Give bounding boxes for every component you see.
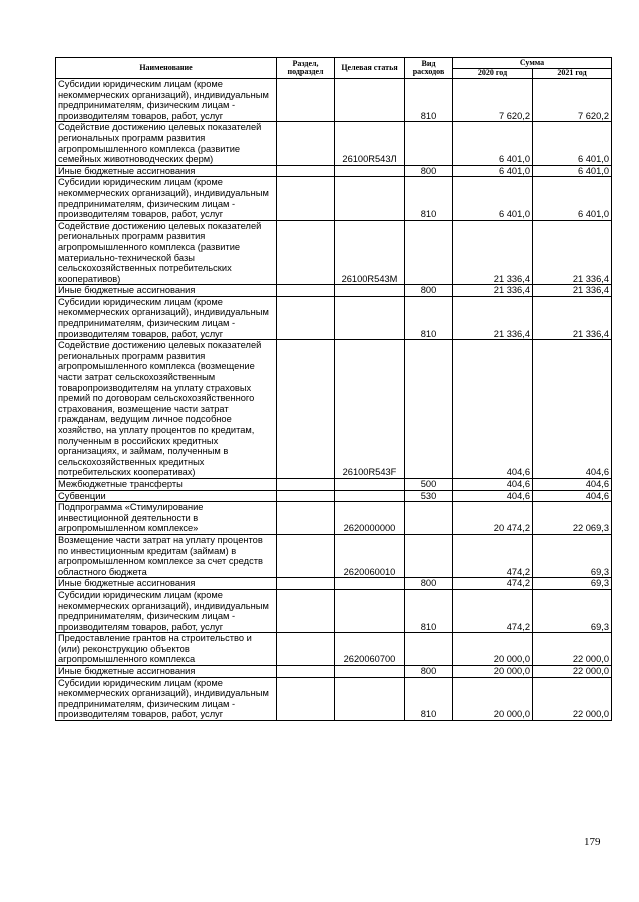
cell-type: 530 (405, 490, 453, 502)
cell-name: Содействие достижению целевых показателей региональных программ развития агропромышленного комплекса (возмещение части затрат сельскохозяйственным товаропроизводителям на уплату страховых премий по договорам сельскохозяйственного страхования, возмещение части затрат гражданам, ведущим личное подсобное хозяйство, на уплату процентов по кредитам, полученным в российских кредитных организациях, и займам, полученным в сельскохозяйственных кредитных потребительских кооперативах) (56, 340, 277, 479)
cell-type (405, 340, 453, 479)
cell-section (277, 633, 335, 666)
cell-target: 2620000000 (335, 502, 405, 535)
cell-type: 800 (405, 165, 453, 177)
cell-type (405, 122, 453, 165)
cell-section (277, 578, 335, 590)
cell-type: 800 (405, 285, 453, 297)
cell-target (335, 79, 405, 122)
table-row (56, 340, 612, 479)
cell-type: 810 (405, 589, 453, 632)
cell-type: 500 (405, 478, 453, 490)
table-body (56, 79, 612, 721)
cell-2021: 22 000,0 (533, 633, 612, 666)
table-row (56, 296, 612, 339)
header-name: Наименование (56, 58, 277, 79)
cell-2020: 21 336,4 (453, 285, 533, 297)
cell-2020: 20 000,0 (453, 633, 533, 666)
cell-target (335, 666, 405, 678)
table-row (56, 534, 612, 577)
cell-2020: 474,2 (453, 589, 533, 632)
table-row (56, 285, 612, 297)
cell-target: 2620060700 (335, 633, 405, 666)
cell-name: Предоставление грантов на строительство и (или) реконструкцию объектов агропромышленного комплекса (56, 633, 277, 666)
cell-type: 810 (405, 677, 453, 720)
cell-name: Субсидии юридическим лицам (кроме некоммерческих организаций), индивидуальным предпринимателям, физическим лицам - производителям товаров, работ, услуг (56, 677, 277, 720)
cell-2021: 22 069,3 (533, 502, 612, 535)
cell-type (405, 633, 453, 666)
cell-type: 800 (405, 578, 453, 590)
cell-type: 810 (405, 79, 453, 122)
cell-2020: 21 336,4 (453, 296, 533, 339)
cell-2020: 404,6 (453, 490, 533, 502)
cell-name: Содействие достижению целевых показателей региональных программ развития агропромышленного комплекса (развитие материально-технической базы сельскохозяйственных потребительских кооперативов) (56, 220, 277, 285)
header-year-2021: 2021 год (533, 69, 612, 79)
table-row (56, 677, 612, 720)
cell-2020: 6 401,0 (453, 177, 533, 220)
cell-name: Подпрограмма «Стимулирование инвестиционной деятельности в агропромышленном комплексе» (56, 502, 277, 535)
cell-2021: 404,6 (533, 340, 612, 479)
table-row (56, 220, 612, 285)
cell-name: Субсидии юридическим лицам (кроме некоммерческих организаций), индивидуальным предпринимателям, физическим лицам - производителям товаров, работ, услуг (56, 589, 277, 632)
cell-section (277, 340, 335, 479)
header-type: Вид расходов (405, 58, 453, 79)
table-row (56, 122, 612, 165)
cell-type (405, 534, 453, 577)
cell-target (335, 578, 405, 590)
cell-2020: 7 620,2 (453, 79, 533, 122)
table-row (56, 666, 612, 678)
cell-type: 810 (405, 296, 453, 339)
cell-2021: 69,3 (533, 534, 612, 577)
budget-table (55, 57, 612, 721)
table-row (56, 490, 612, 502)
cell-section (277, 589, 335, 632)
cell-section (277, 79, 335, 122)
cell-section (277, 165, 335, 177)
cell-section (277, 296, 335, 339)
cell-target (335, 177, 405, 220)
cell-name: Субсидии юридическим лицам (кроме некоммерческих организаций), индивидуальным предпринимателям, физическим лицам - производителям товаров, работ, услуг (56, 296, 277, 339)
cell-2020: 404,6 (453, 478, 533, 490)
cell-name: Иные бюджетные ассигнования (56, 165, 277, 177)
cell-section (277, 177, 335, 220)
cell-target: 26100R543Л (335, 122, 405, 165)
table-row (56, 165, 612, 177)
cell-section (277, 122, 335, 165)
cell-target (335, 165, 405, 177)
cell-2021: 22 000,0 (533, 677, 612, 720)
cell-name: Межбюджетные трансферты (56, 478, 277, 490)
cell-type: 810 (405, 177, 453, 220)
cell-2021: 21 336,4 (533, 285, 612, 297)
cell-section (277, 478, 335, 490)
cell-2020: 474,2 (453, 534, 533, 577)
cell-name: Иные бюджетные ассигнования (56, 285, 277, 297)
table-row (56, 589, 612, 632)
cell-section (277, 502, 335, 535)
cell-2020: 474,2 (453, 578, 533, 590)
cell-target (335, 285, 405, 297)
cell-2021: 69,3 (533, 589, 612, 632)
table-row (56, 79, 612, 122)
cell-2021: 6 401,0 (533, 165, 612, 177)
cell-2021: 6 401,0 (533, 122, 612, 165)
cell-section (277, 285, 335, 297)
header-year-2020: 2020 год (453, 69, 533, 79)
cell-2021: 7 620,2 (533, 79, 612, 122)
cell-2021: 69,3 (533, 578, 612, 590)
cell-2021: 22 000,0 (533, 666, 612, 678)
cell-2021: 404,6 (533, 478, 612, 490)
cell-target (335, 677, 405, 720)
header-section: Раздел, подраздел (277, 58, 335, 79)
cell-2021: 6 401,0 (533, 177, 612, 220)
cell-name: Содействие достижению целевых показателей региональных программ развития агропромышленного комплекса (развитие семейных животноводческих ферм) (56, 122, 277, 165)
cell-section (277, 666, 335, 678)
cell-2021: 404,6 (533, 490, 612, 502)
cell-type (405, 502, 453, 535)
table-row (56, 502, 612, 535)
cell-2020: 20 474,2 (453, 502, 533, 535)
cell-2020: 20 000,0 (453, 677, 533, 720)
cell-section (277, 677, 335, 720)
cell-2021: 21 336,4 (533, 296, 612, 339)
cell-2020: 21 336,4 (453, 220, 533, 285)
cell-2020: 20 000,0 (453, 666, 533, 678)
cell-name: Субсидии юридическим лицам (кроме некоммерческих организаций), индивидуальным предпринимателям, физическим лицам - производителям товаров, работ, услуг (56, 177, 277, 220)
cell-2020: 404,6 (453, 340, 533, 479)
table-row (56, 478, 612, 490)
cell-2021: 21 336,4 (533, 220, 612, 285)
cell-2020: 6 401,0 (453, 122, 533, 165)
cell-type: 800 (405, 666, 453, 678)
table-row (56, 633, 612, 666)
table-row (56, 177, 612, 220)
cell-name: Субсидии юридическим лицам (кроме некоммерческих организаций), индивидуальным предпринимателям, физическим лицам - производителям товаров, работ, услуг (56, 79, 277, 122)
cell-target (335, 478, 405, 490)
cell-target (335, 490, 405, 502)
cell-2020: 6 401,0 (453, 165, 533, 177)
table-row (56, 578, 612, 590)
page-number: 179 (584, 836, 601, 848)
cell-name: Возмещение части затрат на уплату процентов по инвестиционным кредитам (займам) в агропромышленном комплексе за счет средств областного бюджета (56, 534, 277, 577)
cell-name: Субвенции (56, 490, 277, 502)
cell-target: 2620060010 (335, 534, 405, 577)
cell-target (335, 589, 405, 632)
header-target: Целевая статья (335, 58, 405, 79)
cell-target (335, 296, 405, 339)
cell-section (277, 490, 335, 502)
cell-name: Иные бюджетные ассигнования (56, 578, 277, 590)
cell-section (277, 220, 335, 285)
cell-type (405, 220, 453, 285)
header-sum: Сумма (453, 58, 612, 69)
cell-target: 26100R543F (335, 340, 405, 479)
cell-section (277, 534, 335, 577)
table-header (56, 58, 612, 79)
cell-name: Иные бюджетные ассигнования (56, 666, 277, 678)
cell-target: 26100R543М (335, 220, 405, 285)
